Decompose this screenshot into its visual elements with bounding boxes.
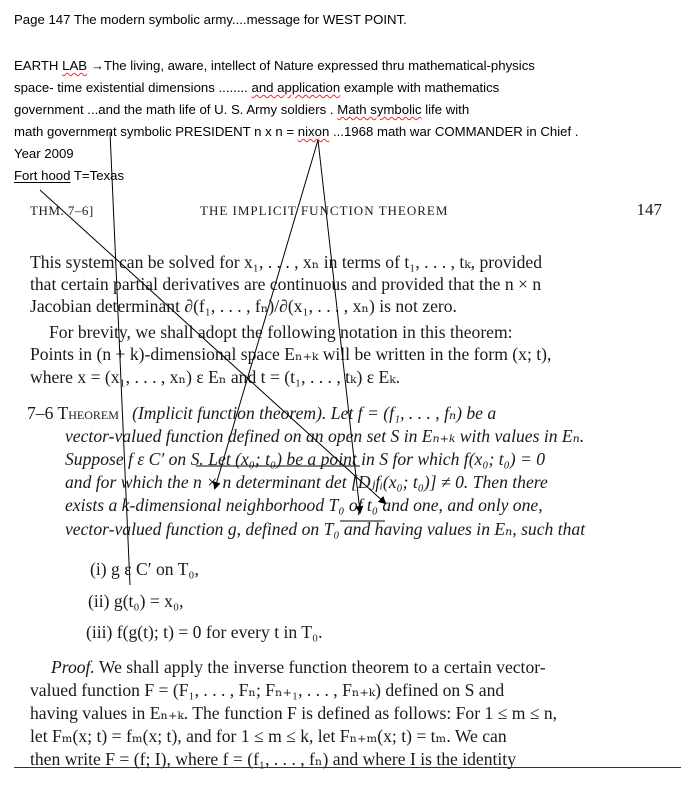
paragraph-2-line-2: Points in (n + k)-dimensional space Eₙ₊ₖ will be written in the form (x; t), (30, 344, 552, 364)
annotation-line-year: Year 2009 (14, 146, 74, 161)
proof-line-1: Proof. We shall apply the inverse function theorem to a certain vector- (51, 657, 546, 677)
proof-line-4: let Fₘ(x; t) = fₘ(x; t), and for 1 ≤ m ≤ k, let Fₙ₊ₘ(x; t) = tₘ. We can (30, 726, 507, 746)
theorem-item-ii: (ii) g(t₀) = x₀, (88, 591, 184, 611)
paragraph-1-line-1: This system can be solved for x₁, . . . , xₙ in terms of t₁, . . . , tₖ, provided (30, 252, 543, 272)
header-title: THE IMPLICIT FUNCTION THEOREM (200, 203, 449, 218)
paragraph-1-line-2: that certain partial derivatives are continuous and provided that the n × n (30, 274, 542, 294)
annotation-line-page-title: Page 147 The modern symbolic army....message for WEST POINT. (14, 12, 407, 27)
paragraph-1-line-3: Jacobian determinant ∂(f₁, . . . , fₙ)/∂(x₁, . . . , xₙ) is not zero. (30, 296, 457, 316)
theorem-item-iii: (iii) f(g(t); t) = 0 for every t in T₀. (86, 622, 323, 642)
annotation-line-spacetime: space- time existential dimensions ........ and application example with mathematics (14, 80, 500, 95)
page-number: 147 (636, 200, 662, 219)
theorem-line-1: 7–6 Theorem (Implicit function theorem). Let f = (f₁, . . . , fₙ) be a (27, 403, 497, 423)
annotation-line-fort-hood: Fort hood T=Texas (14, 168, 125, 183)
fort-hood-phrase: Fort hood (14, 168, 71, 183)
theorem-name: (Implicit function theorem). (132, 403, 327, 423)
proof-line-2: valued function F = (F₁, . . . , Fₙ; Fₙ₊₁, . . . , Fₙ₊ₖ) defined on S and (30, 680, 505, 700)
theorem-item-i: (i) g ε C′ on T₀, (90, 559, 199, 579)
header-theorem-ref: THM. 7–6] (30, 203, 94, 218)
proof-line-3: having values in Eₙ₊ₖ. The function F is defined as follows: For 1 ≤ m ≤ n, (30, 703, 558, 723)
proof-label: Proof. (51, 657, 95, 677)
theorem-line-3: Suppose f ε C′ on S. Let (x₀; t₀) be a point in S for which f(x₀; t₀) = 0 (65, 449, 546, 469)
theorem-line-2: vector-valued function defined on an open set S in Eₙ₊ₖ with values in Eₙ. (65, 426, 585, 446)
annotation-line-president: math government symbolic PRESIDENT n x n = nixon ...1968 math war COMMANDER in Chief . (14, 124, 579, 139)
earth-lab-word: LAB (62, 58, 88, 73)
theorem-line-4: and for which the n × n determinant det [Dⱼfᵢ(x₀; t₀)] ≠ 0. Then there (65, 472, 548, 492)
paragraph-2-line-1: For brevity, we shall adopt the following notation in this theorem: (49, 322, 513, 342)
annotation-line-earth-lab: EARTH LAB →The living, aware, intellect of Nature expressed thru mathematical-physics (14, 58, 535, 73)
theorem-line-5: exists a k-dimensional neighborhood T₀ of t₀ and one, and only one, (65, 495, 543, 515)
bottom-rule (14, 767, 681, 768)
math-symbolic-phrase: Math symbolic (337, 102, 422, 117)
nixon-word: nixon (297, 124, 330, 139)
theorem-line-6: vector-valued function g, defined on T₀ and having values in Eₙ, such that (65, 519, 586, 539)
theorem-label: 7–6 Theorem (27, 403, 119, 423)
proof-line-5: then write F = (f; I), where f = (f₁, . . . , fₙ) and where I is the identity (30, 749, 516, 769)
and-application-phrase: and application (251, 80, 341, 95)
annotation-line-government: government ...and the math life of U. S. Army soldiers . Math symbolic life with (14, 102, 470, 117)
running-header (30, 200, 666, 220)
paragraph-2-line-3: where x = (x₁, . . . , xₙ) ε Eₙ and t = (t₁, . . . , tₖ) ε Eₖ. (30, 367, 401, 387)
